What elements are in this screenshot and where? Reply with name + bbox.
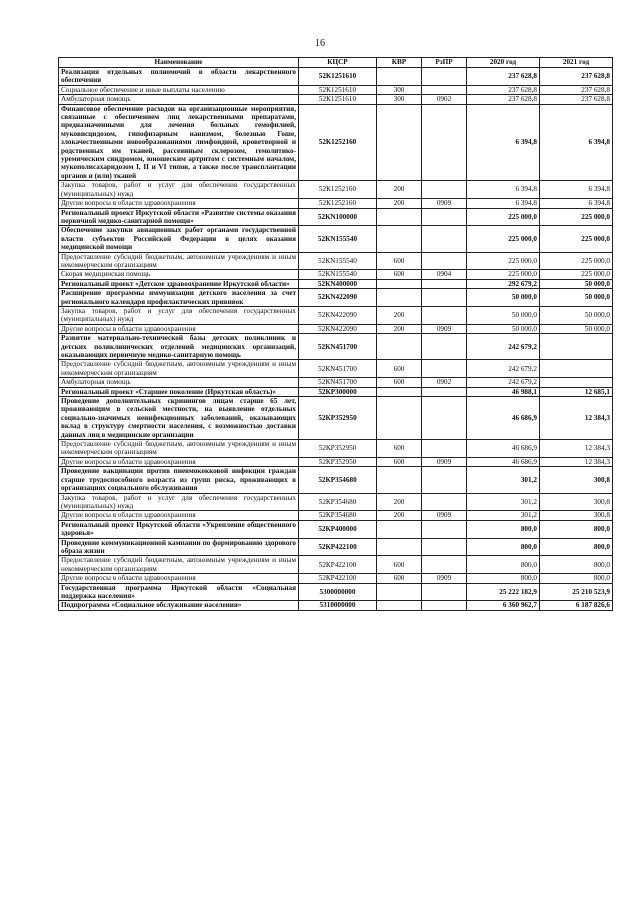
cell-name: Региональный проект Иркутской области «Развитие системы оказания первичной медико-санитарной помощи» [59,208,299,226]
budget-table [58,57,613,611]
cell-code: 52КN155540 [299,252,377,270]
cell-code: 52КN422090 [299,324,377,333]
cell-kvr [377,538,422,556]
cell-y2021: 300,8 [540,467,613,493]
cell-y2021 [540,334,613,360]
cell-code: 52КР354680 [299,511,377,520]
cell-kvr [377,467,422,493]
cell-y2020: 6 360 962,7 [467,601,540,610]
cell-code: 5310000000 [299,601,377,610]
cell-y2021: 12 384,3 [540,457,613,466]
cell-rzpr [422,556,467,574]
table-row [59,226,613,252]
cell-name: Скорая медицинская помощь [59,270,299,279]
cell-kvr: 600 [377,457,422,466]
cell-code: 52КN422090 [299,289,377,307]
table-row [59,360,613,378]
table-row [59,397,613,440]
cell-y2021: 6 394,8 [540,104,613,181]
cell-name: Предоставление субсидий бюджетным, автономным учреждениям и иным некоммерческим организациям [59,440,299,458]
cell-kvr [377,397,422,440]
cell-code: 52КN100000 [299,208,377,226]
cell-name: Обеспечение закупки авиационных работ органами государственной власти субъектов Российской Федерации в целях оказания медицинской помощи [59,226,299,252]
cell-name: Предоставление субсидий бюджетным, автономным учреждениям и иным некоммерческим организациям [59,556,299,574]
cell-code: 52КN155540 [299,226,377,252]
cell-code: 52КN451700 [299,334,377,360]
cell-y2021: 237 628,8 [540,95,613,104]
table-row [59,279,613,288]
cell-name: Закупка товаров, работ и услуг для обеспечения государственных (муниципальных) нужд [59,181,299,199]
cell-kvr: 200 [377,511,422,520]
cell-y2021: 12 685,1 [540,387,613,396]
cell-y2020: 225 000,0 [467,226,540,252]
cell-rzpr [422,85,467,94]
cell-rzpr [422,334,467,360]
cell-rzpr [422,289,467,307]
cell-kvr: 600 [377,360,422,378]
table-row [59,208,613,226]
cell-y2020: 237 628,8 [467,95,540,104]
table-row [59,306,613,324]
cell-kvr: 600 [377,556,422,574]
cell-name: Финансовое обеспечение расходов на организационные мероприятия, связанные с обеспечением лиц лекарственными препаратами, предназначенными для лечения больных гемофилией, муковисцидозом, гипофизарным нанизмом, болезнью Гоше, злокачественными новообразованиями лимфоидной, кроветворной и родственных им тканей, рассеянным склерозом, гемолитико-уремическим синдромом, юношеским артритом с системным началом, мукополисахаридозом I, II и VI типов, а также после трансплантации органов и (или) тканей [59,104,299,181]
cell-y2021: 6 394,8 [540,181,613,199]
cell-rzpr: 0902 [422,378,467,387]
table-row [59,95,613,104]
cell-code: 52К1252160 [299,104,377,181]
cell-rzpr [422,306,467,324]
cell-name: Проведение вакцинации против пневмококковой инфекции граждан старше трудоспособного возраста из групп риска, проживающих в организациях социального обслуживания [59,467,299,493]
cell-kvr [377,279,422,288]
cell-name: Проведение дополнительных скринингов лицам старше 65 лет, проживающим в сельской местности, на выявление отдельных социально-значимых неинфекционных заболеваний, оказывающих вклад в структуру смертности населения, с возможностью доставки данных лиц в медицинские организации [59,397,299,440]
cell-y2020: 800,0 [467,574,540,583]
table-row [59,440,613,458]
cell-code: 52КР354680 [299,467,377,493]
cell-rzpr [422,279,467,288]
cell-y2021: 800,0 [540,520,613,538]
cell-y2020: 800,0 [467,520,540,538]
cell-rzpr: 0909 [422,574,467,583]
cell-y2020: 225 000,0 [467,270,540,279]
cell-rzpr [422,493,467,511]
cell-code: 52КN400000 [299,279,377,288]
table-row [59,378,613,387]
header-rzpr: РзПР [422,58,467,68]
cell-kvr: 600 [377,270,422,279]
cell-kvr: 200 [377,493,422,511]
page-number: 16 [315,38,325,49]
cell-y2020: 6 394,8 [467,199,540,208]
cell-rzpr [422,226,467,252]
cell-code: 52КN422090 [299,306,377,324]
cell-code: 5300000000 [299,583,377,601]
header-kvr: КВР [377,58,422,68]
cell-name: Реализация отдельных полномочий в области лекарственного обеспечения [59,68,299,86]
cell-y2021: 50 000,0 [540,306,613,324]
cell-name: Предоставление субсидий бюджетным, автономным учреждениям и иным некоммерческим организациям [59,252,299,270]
table-row [59,334,613,360]
cell-y2020: 301,2 [467,511,540,520]
cell-name: Другие вопросы в области здравоохранения [59,511,299,520]
cell-kvr: 200 [377,181,422,199]
cell-name: Расширение программы иммунизации детского населения за счет регионального календаря профилактических прививок [59,289,299,307]
cell-rzpr [422,583,467,601]
cell-kvr [377,520,422,538]
cell-y2021 [540,360,613,378]
cell-name: Региональный проект Иркутской области «Укрепление общественного здоровья» [59,520,299,538]
table-row [59,583,613,601]
table-row [59,85,613,94]
cell-kvr: 200 [377,306,422,324]
cell-y2020: 242 679,2 [467,334,540,360]
cell-y2020: 46 686,9 [467,457,540,466]
table-row [59,467,613,493]
cell-y2020: 237 628,8 [467,85,540,94]
cell-y2020: 800,0 [467,538,540,556]
table-row [59,289,613,307]
cell-y2020: 25 222 182,9 [467,583,540,601]
cell-rzpr: 0909 [422,324,467,333]
cell-code: 52КР400000 [299,520,377,538]
cell-kvr: 200 [377,199,422,208]
cell-y2020: 225 000,0 [467,208,540,226]
table-row [59,493,613,511]
cell-code: 52К1251610 [299,95,377,104]
cell-y2020: 50 000,0 [467,324,540,333]
cell-y2021: 300,8 [540,511,613,520]
cell-code: 52КN451700 [299,378,377,387]
cell-name: Амбулаторная помощь [59,95,299,104]
cell-name: Другие вопросы в области здравоохранения [59,574,299,583]
cell-kvr: 600 [377,440,422,458]
cell-rzpr: 0909 [422,457,467,466]
cell-rzpr [422,387,467,396]
cell-y2021: 12 384,3 [540,397,613,440]
cell-y2021: 800,0 [540,538,613,556]
cell-kvr: 300 [377,85,422,94]
table-row [59,181,613,199]
cell-kvr: 200 [377,324,422,333]
cell-rzpr [422,360,467,378]
cell-code: 52КN451700 [299,360,377,378]
cell-rzpr [422,467,467,493]
cell-y2020: 800,0 [467,556,540,574]
cell-kvr [377,601,422,610]
cell-code: 52КР354680 [299,493,377,511]
cell-kvr [377,289,422,307]
table-row [59,104,613,181]
cell-y2020: 6 394,8 [467,181,540,199]
table-row [59,324,613,333]
cell-name: Амбулаторная помощь [59,378,299,387]
cell-code: 52КР422100 [299,538,377,556]
table-row [59,387,613,396]
cell-y2020: 6 394,8 [467,104,540,181]
cell-y2020: 46 686,9 [467,397,540,440]
cell-kvr [377,387,422,396]
cell-name: Проведение коммуникационной кампании по формированию здорового образа жизни [59,538,299,556]
cell-rzpr [422,181,467,199]
cell-name: Региональный проект «Детское здравоохранение Иркутской области» [59,279,299,288]
cell-rzpr [422,104,467,181]
cell-y2021: 225 000,0 [540,208,613,226]
table-row [59,574,613,583]
cell-code: 52КР352950 [299,397,377,440]
cell-y2020: 225 000,0 [467,252,540,270]
cell-code: 52К1251610 [299,85,377,94]
cell-y2020: 301,2 [467,493,540,511]
cell-kvr: 600 [377,574,422,583]
cell-name: Развитие материально-технической базы детских поликлиник и детских поликлинических отделений медицинских организаций, оказывающих первичную медико-санитарную помощь [59,334,299,360]
cell-y2021: 300,8 [540,493,613,511]
cell-rzpr: 0909 [422,511,467,520]
cell-y2021: 225 000,0 [540,252,613,270]
cell-code: 52К1252160 [299,199,377,208]
cell-name: Региональный проект «Старшее поколение (Иркутская область)» [59,387,299,396]
cell-name: Другие вопросы в области здравоохранения [59,324,299,333]
cell-kvr [377,226,422,252]
cell-y2020: 50 000,0 [467,306,540,324]
cell-y2020: 237 628,8 [467,68,540,86]
table-row [59,538,613,556]
cell-code: 52КР422100 [299,574,377,583]
table-row [59,270,613,279]
header-name: Наименование [59,58,299,68]
cell-name: Государственная программа Иркутской области «Социальная поддержка населения» [59,583,299,601]
cell-name: Закупка товаров, работ и услуг для обеспечения государственных (муниципальных) нужд [59,493,299,511]
table-row [59,511,613,520]
cell-rzpr [422,252,467,270]
cell-rzpr [422,520,467,538]
cell-name: Другие вопросы в области здравоохранения [59,199,299,208]
cell-code: 52К1251610 [299,68,377,86]
cell-rzpr [422,397,467,440]
cell-rzpr [422,601,467,610]
cell-code: 52КN155540 [299,270,377,279]
cell-code: 52КР352950 [299,457,377,466]
table-row [59,556,613,574]
table-row [59,68,613,86]
table-header-row [59,58,613,68]
cell-y2021: 237 628,8 [540,68,613,86]
cell-rzpr [422,208,467,226]
header-2020: 2020 год [467,58,540,68]
cell-y2021 [540,378,613,387]
table-body [59,68,613,611]
cell-rzpr: 0902 [422,95,467,104]
cell-name: Другие вопросы в области здравоохранения [59,457,299,466]
cell-rzpr [422,68,467,86]
cell-y2021: 225 000,0 [540,270,613,279]
cell-y2020: 50 000,0 [467,289,540,307]
cell-rzpr: 0904 [422,270,467,279]
cell-y2021: 50 000,0 [540,289,613,307]
cell-kvr [377,334,422,360]
table-row [59,457,613,466]
cell-rzpr [422,538,467,556]
cell-y2021: 12 384,3 [540,440,613,458]
table-row [59,199,613,208]
table-row [59,601,613,610]
cell-code: 52КР422100 [299,556,377,574]
header-2021: 2021 год [540,58,613,68]
cell-kvr [377,104,422,181]
cell-y2021: 50 000,0 [540,324,613,333]
cell-kvr: 600 [377,378,422,387]
cell-y2021: 50 000,0 [540,279,613,288]
cell-y2020: 292 679,2 [467,279,540,288]
cell-y2021: 6 394,8 [540,199,613,208]
cell-y2020: 242 679,2 [467,378,540,387]
cell-name: Предоставление субсидий бюджетным, автономным учреждениям и иным некоммерческим организациям [59,360,299,378]
cell-y2020: 46 686,9 [467,440,540,458]
cell-y2021: 225 000,0 [540,226,613,252]
cell-y2020: 301,2 [467,467,540,493]
cell-y2021: 237 628,8 [540,85,613,94]
cell-y2021: 6 187 826,6 [540,601,613,610]
cell-code: 52К1252160 [299,181,377,199]
cell-y2021: 25 210 523,9 [540,583,613,601]
cell-kvr [377,583,422,601]
cell-kvr: 300 [377,95,422,104]
cell-y2020: 242 679,2 [467,360,540,378]
cell-name: Закупка товаров, работ и услуг для обеспечения государственных (муниципальных) нужд [59,306,299,324]
cell-code: 52КР352950 [299,440,377,458]
cell-y2020: 46 988,1 [467,387,540,396]
cell-kvr [377,208,422,226]
cell-code: 52КР300000 [299,387,377,396]
cell-kvr: 600 [377,252,422,270]
cell-y2021: 800,0 [540,574,613,583]
cell-rzpr [422,440,467,458]
cell-name: Социальное обеспечение и иные выплаты населению [59,85,299,94]
table-row [59,520,613,538]
cell-name: Подпрограмма «Социальное обслуживание населения» [59,601,299,610]
cell-rzpr: 0909 [422,199,467,208]
cell-kvr [377,68,422,86]
table-row [59,252,613,270]
cell-y2021: 800,0 [540,556,613,574]
header-code: КЦСР [299,58,377,68]
